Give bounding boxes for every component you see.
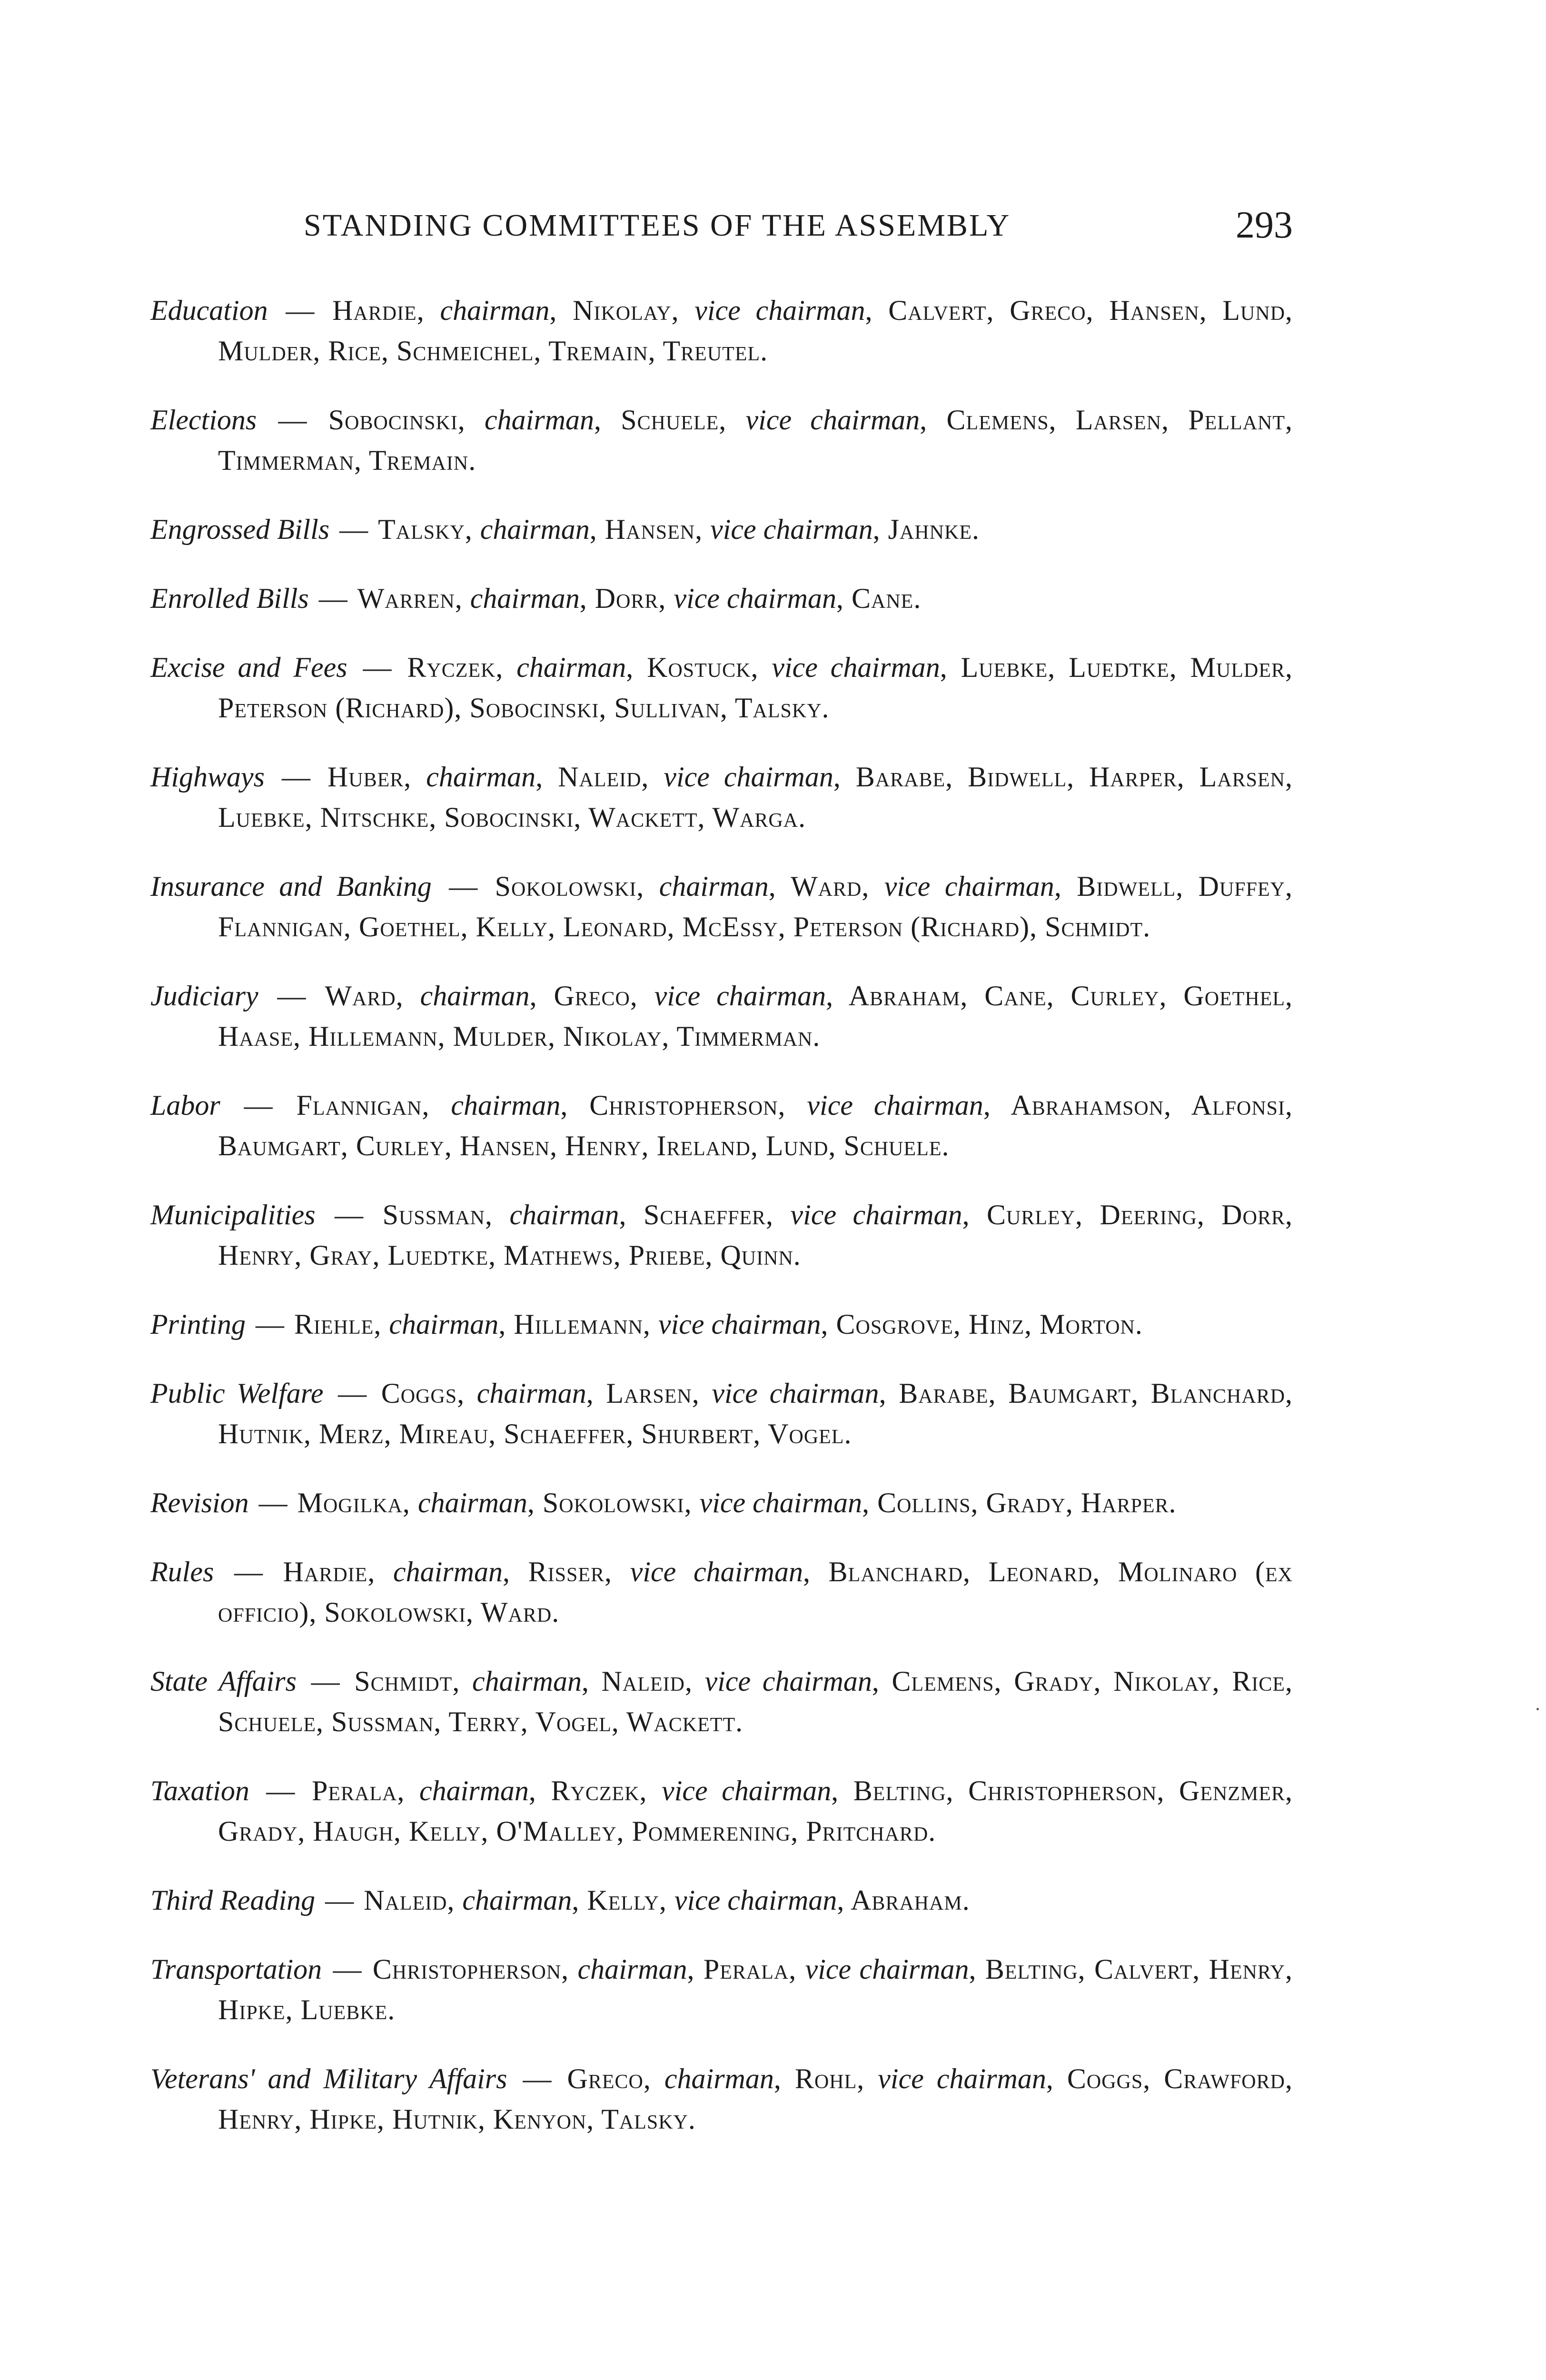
committee-members: Huber, chairman, Naleid, vice chairman, Barabe, Bidwell, Harper, Larsen, Luebke, Nitschke, Sobocinski, Wackett, Warga.	[218, 761, 1293, 833]
committee-entry: Revision — Mogilka, chairman, Sokolowski, vice chairman, Collins, Grady, Harper.	[150, 1487, 1177, 1518]
committee-members: Sokolowski, chairman, Ward, vice chairman, Bidwell, Duffey, Flannigan, Goethel, Kelly, Leonard, McEssy, Peterson (Richard), Schmidt.	[218, 871, 1293, 942]
committee-members: Talsky, chairman, Hansen, vice chairman, Jahnke.	[378, 514, 980, 545]
committee-members: Schmidt, chairman, Naleid, vice chairman, Clemens, Grady, Nikolay, Rice, Schuele, Sussman, Terry, Vogel, Wackett.	[218, 1666, 1293, 1737]
committee-name: State Affairs	[150, 1666, 297, 1697]
committee-entry: Public Welfare — Coggs, chairman, Larsen, vice chairman, Barabe, Baumgart, Blanchard, Hutnik, Merz, Mireau, Schaeffer, Shurbert, Vogel.	[150, 1378, 1293, 1449]
committee-entry: Judiciary — Ward, chairman, Greco, vice chairman, Abraham, Cane, Curley, Goethel, Haase, Hillemann, Mulder, Nikolay, Timmerman.	[150, 980, 1293, 1052]
committee-name: Elections	[150, 404, 257, 436]
committee-entry: Third Reading — Naleid, chairman, Kelly, vice chairman, Abraham.	[150, 1884, 970, 1916]
committee-name: Municipalities	[150, 1199, 316, 1230]
document-page	[150, 200, 1293, 2140]
committee-name: Veterans' and Military Affairs	[150, 2063, 507, 2094]
committee-entry: Taxation — Perala, chairman, Ryczek, vice chairman, Belting, Christopherson, Genzmer, Grady, Haugh, Kelly, O'Malley, Pommerening, Pritchard.	[150, 1775, 1293, 1847]
committee-name: Taxation	[150, 1775, 249, 1806]
committee-entry: Municipalities — Sussman, chairman, Schaeffer, vice chairman, Curley, Deering, Dorr, Henry, Gray, Luedtke, Mathews, Priebe, Quinn.	[150, 1199, 1293, 1271]
committee-entry: Education — Hardie, chairman, Nikolay, vice chairman, Calvert, Greco, Hansen, Lund, Mulder, Rice, Schmeichel, Tremain, Treutel.	[150, 295, 1293, 367]
committee-members: Hardie, chairman, Nikolay, vice chairman, Calvert, Greco, Hansen, Lund, Mulder, Rice, Schmeichel, Tremain, Treutel.	[218, 295, 1293, 367]
committee-entry: Insurance and Banking — Sokolowski, chairman, Ward, vice chairman, Bidwell, Duffey, Flannigan, Goethel, Kelly, Leonard, McEssy, Peterson (Richard), Schmidt.	[150, 871, 1293, 942]
committee-name: Insurance and Banking	[150, 871, 432, 902]
committee-members: Hardie, chairman, Risser, vice chairman, Blanchard, Leonard, Molinaro (ex officio), Sokolowski, Ward.	[218, 1556, 1293, 1628]
committee-name: Rules	[150, 1556, 214, 1587]
committee-entry: Veterans' and Military Affairs — Greco, chairman, Rohl, vice chairman, Coggs, Crawford, Henry, Hipke, Hutnik, Kenyon, Talsky.	[150, 2063, 1293, 2135]
committee-name: Highways	[150, 761, 265, 793]
committee-name: Judiciary	[150, 980, 258, 1012]
running-head	[150, 200, 1293, 257]
committee-members: Perala, chairman, Ryczek, vice chairman, Belting, Christopherson, Genzmer, Grady, Haugh, Kelly, O'Malley, Pommerening, Pritchard.	[218, 1775, 1293, 1847]
committee-name: Printing	[150, 1309, 246, 1340]
committee-name: Labor	[150, 1090, 220, 1121]
committee-list	[150, 290, 1293, 2140]
committee-members: Mogilka, chairman, Sokolowski, vice chairman, Collins, Grady, Harper.	[297, 1487, 1177, 1518]
committee-members: Greco, chairman, Rohl, vice chairman, Coggs, Crawford, Henry, Hipke, Hutnik, Kenyon, Talsky.	[218, 2063, 1293, 2135]
committee-entry: Excise and Fees — Ryczek, chairman, Kostuck, vice chairman, Luebke, Luedtke, Mulder, Peterson (Richard), Sobocinski, Sullivan, Talsky.	[150, 652, 1293, 724]
committee-members: Ward, chairman, Greco, vice chairman, Abraham, Cane, Curley, Goethel, Haase, Hillemann, Mulder, Nikolay, Timmerman.	[218, 980, 1293, 1052]
committee-entry: State Affairs — Schmidt, chairman, Naleid, vice chairman, Clemens, Grady, Nikolay, Rice, Schuele, Sussman, Terry, Vogel, Wackett.	[150, 1666, 1293, 1737]
scan-speck	[1536, 1708, 1539, 1710]
committee-name: Transportation	[150, 1954, 322, 1985]
committee-members: Coggs, chairman, Larsen, vice chairman, Barabe, Baumgart, Blanchard, Hutnik, Merz, Mireau, Schaeffer, Shurbert, Vogel.	[218, 1378, 1293, 1449]
committee-name: Revision	[150, 1487, 249, 1518]
committee-name: Excise and Fees	[150, 652, 347, 683]
committee-name: Education	[150, 295, 268, 326]
committee-entry: Enrolled Bills — Warren, chairman, Dorr, vice chairman, Cane.	[150, 583, 922, 614]
committee-members: Naleid, chairman, Kelly, vice chairman, Abraham.	[364, 1884, 970, 1916]
committee-members: Ryczek, chairman, Kostuck, vice chairman, Luebke, Luedtke, Mulder, Peterson (Richard), Sobocinski, Sullivan, Talsky.	[218, 652, 1293, 724]
committee-members: Flannigan, chairman, Christopherson, vice chairman, Abrahamson, Alfonsi, Baumgart, Curley, Hansen, Henry, Ireland, Lund, Schuele.	[218, 1090, 1293, 1161]
committee-members: Warren, chairman, Dorr, vice chairman, Cane.	[357, 583, 922, 614]
committee-name: Third Reading	[150, 1884, 316, 1916]
committee-entry: Rules — Hardie, chairman, Risser, vice chairman, Blanchard, Leonard, Molinaro (ex officio), Sokolowski, Ward.	[150, 1556, 1293, 1628]
committee-members: Sussman, chairman, Schaeffer, vice chairman, Curley, Deering, Dorr, Henry, Gray, Luedtke, Mathews, Priebe, Quinn.	[218, 1199, 1293, 1271]
committee-members: Christopherson, chairman, Perala, vice chairman, Belting, Calvert, Henry, Hipke, Luebke.	[218, 1954, 1293, 2025]
committee-name: Public Welfare	[150, 1378, 324, 1409]
committee-name: Engrossed Bills	[150, 514, 330, 545]
committee-name: Enrolled Bills	[150, 583, 309, 614]
committee-entry: Transportation — Christopherson, chairman, Perala, vice chairman, Belting, Calvert, Henry, Hipke, Luebke.	[150, 1954, 1293, 2025]
committee-members: Sobocinski, chairman, Schuele, vice chairman, Clemens, Larsen, Pellant, Timmerman, Tremain.	[218, 404, 1293, 476]
committee-entry: Elections — Sobocinski, chairman, Schuele, vice chairman, Clemens, Larsen, Pellant, Timmerman, Tremain.	[150, 404, 1293, 476]
committee-entry: Printing — Riehle, chairman, Hillemann, vice chairman, Cosgrove, Hinz, Morton.	[150, 1309, 1143, 1340]
committee-entry: Labor — Flannigan, chairman, Christopherson, vice chairman, Abrahamson, Alfonsi, Baumgart, Curley, Hansen, Henry, Ireland, Lund, Schuele.	[150, 1090, 1293, 1161]
committee-entry: Engrossed Bills — Talsky, chairman, Hansen, vice chairman, Jahnke.	[150, 514, 980, 545]
page-number: 293	[1236, 204, 1293, 246]
committee-members: Riehle, chairman, Hillemann, vice chairman, Cosgrove, Hinz, Morton.	[294, 1309, 1143, 1340]
committee-entry: Highways — Huber, chairman, Naleid, vice chairman, Barabe, Bidwell, Harper, Larsen, Luebke, Nitschke, Sobocinski, Wackett, Warga.	[150, 761, 1293, 833]
running-title: STANDING COMMITTEES OF THE ASSEMBLY	[304, 208, 1011, 243]
